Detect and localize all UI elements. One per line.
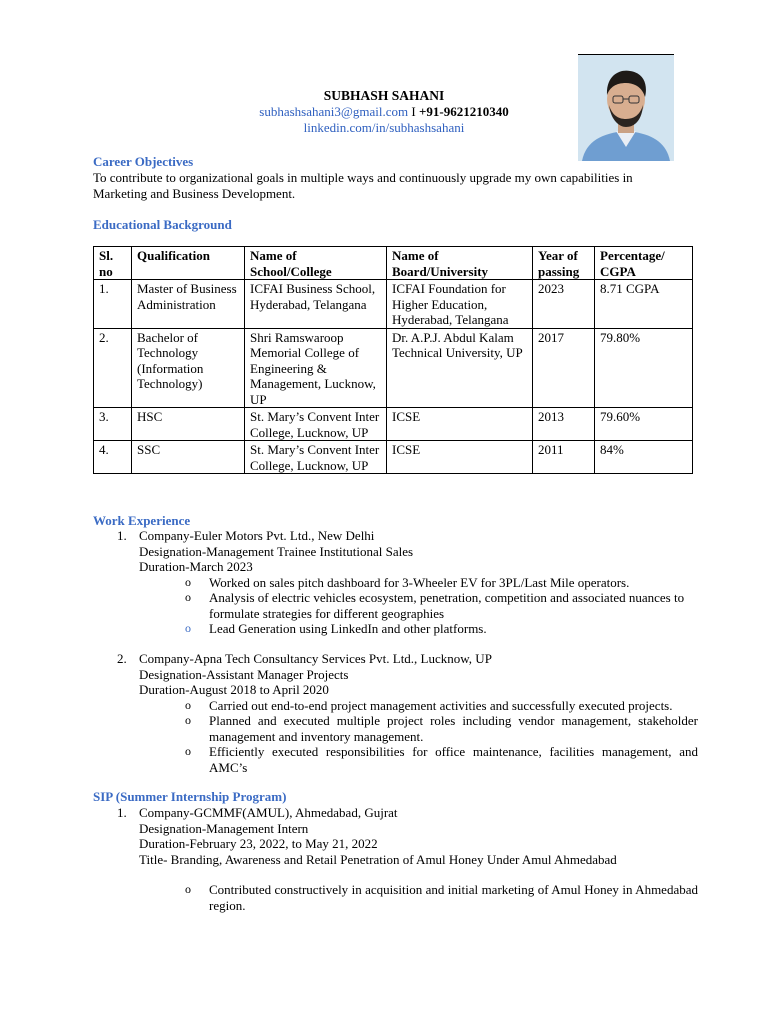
table-cell: 2. xyxy=(94,328,132,408)
job-company: Company-Euler Motors Pvt. Ltd., New Delhi xyxy=(139,528,375,543)
job-company: Company-Apna Tech Consultancy Services Pvt. Ltd., Lucknow, UP xyxy=(139,651,492,666)
job-designation: Designation-Assistant Manager Projects xyxy=(139,666,349,682)
table-cell: HSC xyxy=(132,408,245,441)
sip-entry xyxy=(117,805,698,913)
column-header: Sl. no xyxy=(94,247,132,280)
table-row xyxy=(94,328,693,408)
table-cell: 79.60% xyxy=(595,408,693,441)
job-duration: Duration-August 2018 to April 2020 xyxy=(139,682,329,697)
list-item xyxy=(185,590,698,621)
bullet-icon: o xyxy=(185,744,191,758)
job-entry xyxy=(117,528,685,637)
education-table-header xyxy=(94,247,693,280)
education-heading: Educational Background xyxy=(93,217,232,232)
sip-company: Company-GCMMF(AMUL), Ahmedabad, Gujrat xyxy=(139,805,398,820)
sip-designation: Designation-Management Intern xyxy=(139,820,309,836)
table-cell: 3. xyxy=(94,408,132,441)
list-item xyxy=(185,882,698,913)
table-cell: ICFAI Foundation for Higher Education, Hyderabad, Telangana xyxy=(387,280,533,329)
list-item xyxy=(185,621,698,637)
bullet-icon: o xyxy=(185,697,191,712)
table-cell: 2013 xyxy=(533,408,595,441)
resume-header xyxy=(0,87,768,136)
bullet-text: Contributed constructively in acquisition and initial marketing of Amul Honey in Ahmedabad region. xyxy=(209,882,698,913)
job-entry xyxy=(117,651,698,775)
bullet-text: Planned and executed multiple project roles including vendor management, stakeholder management and inventory management. xyxy=(209,713,698,744)
list-item xyxy=(185,698,698,714)
table-cell: St. Mary’s Convent Inter College, Lucknow, UP xyxy=(245,408,387,441)
table-cell: ICSE xyxy=(387,408,533,441)
contact-line xyxy=(0,104,768,120)
table-cell: 8.71 CGPA xyxy=(595,280,693,329)
bullet-text: Analysis of electric vehicles ecosystem, penetration, competition and associated nuances to formulate strategies for different geographies xyxy=(209,590,685,621)
bullet-text: Efficiently executed responsibilities for office maintenance, facilities management, and AMC’s xyxy=(209,744,698,775)
bullet-icon: o xyxy=(185,882,191,896)
table-row xyxy=(94,408,693,441)
table-cell: Bachelor of Technology (Information Technology) xyxy=(132,328,245,408)
bullet-text: Carried out end-to-end project management activities and successfully executed projects. xyxy=(209,697,673,713)
work-experience-heading: Work Experience xyxy=(93,513,191,528)
table-cell: 2011 xyxy=(533,441,595,474)
table-row xyxy=(94,280,693,329)
column-header: Qualification xyxy=(132,247,245,280)
contact-separator: I xyxy=(411,104,416,119)
table-cell: 4. xyxy=(94,441,132,474)
bullet-icon: o xyxy=(185,590,191,604)
career-objectives-heading: Career Objectives xyxy=(93,154,194,169)
table-cell: Dr. A.P.J. Abdul Kalam Technical University, UP xyxy=(387,328,533,408)
job-number: 2. xyxy=(117,651,127,666)
table-cell: ICFAI Business School, Hyderabad, Telangana xyxy=(245,280,387,329)
column-header: Year of passing xyxy=(533,247,595,280)
job-number: 1. xyxy=(117,528,127,543)
bullet-text: Lead Generation using LinkedIn and other platforms. xyxy=(209,621,487,636)
job-designation: Designation-Management Trainee Institutional Sales xyxy=(139,543,414,559)
email-link[interactable]: subhashsahani3@gmail.com xyxy=(259,104,409,119)
sip-project-title: Title- Branding, Awareness and Retail Penetration of Amul Honey Under Amul Ahmedabad xyxy=(139,851,617,867)
column-header: Name of School/College xyxy=(245,247,387,280)
bullet-text: Worked on sales pitch dashboard for 3-Wheeler EV for 3PL/Last Mile operators. xyxy=(209,574,630,590)
list-item xyxy=(185,713,698,744)
career-objectives-text: To contribute to organizational goals in multiple ways and continuously upgrade my own capabilities in Marketing and Business Development. xyxy=(93,170,633,201)
column-header: Percentage/ CGPA xyxy=(595,247,693,280)
sip-duration: Duration-February 23, 2022, to May 21, 2022 xyxy=(139,836,378,851)
table-cell: 2017 xyxy=(533,328,595,408)
linkedin-link[interactable]: linkedin.com/in/subhashsahani xyxy=(303,120,465,135)
bullet-icon: o xyxy=(185,574,191,589)
column-header: Name of Board/University xyxy=(387,247,533,280)
table-cell: Shri Ramswaroop Memorial College of Engineering & Management, Lucknow, UP xyxy=(245,328,387,408)
table-cell: ICSE xyxy=(387,441,533,474)
education-table xyxy=(93,246,693,474)
list-item xyxy=(185,575,698,591)
table-cell: St. Mary’s Convent Inter College, Lucknow, UP xyxy=(245,441,387,474)
candidate-name: SUBHASH SAHANI xyxy=(323,88,445,103)
table-cell: SSC xyxy=(132,441,245,474)
bullet-icon: o xyxy=(185,713,191,727)
table-cell: 2023 xyxy=(533,280,595,329)
table-cell: 84% xyxy=(595,441,693,474)
table-cell: Master of Business Administration xyxy=(132,280,245,329)
bullet-icon: o xyxy=(185,621,191,635)
list-item xyxy=(185,744,698,775)
sip-number: 1. xyxy=(117,805,127,820)
job-duration: Duration-March 2023 xyxy=(139,559,253,574)
sip-heading: SIP (Summer Internship Program) xyxy=(93,789,287,804)
phone-number: +91-9621210340 xyxy=(418,104,509,119)
table-cell: 1. xyxy=(94,280,132,329)
table-cell: 79.80% xyxy=(595,328,693,408)
table-row xyxy=(94,441,693,474)
